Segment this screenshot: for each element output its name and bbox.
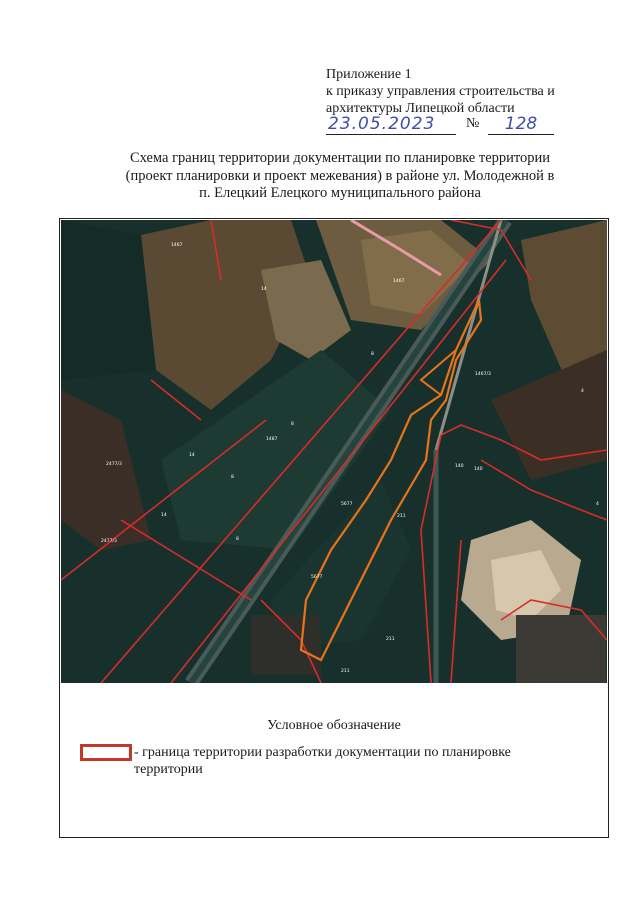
svg-text:14: 14 [261, 287, 267, 292]
appendix-line: к приказу управления строительства и [326, 84, 555, 99]
svg-text:211: 211 [341, 669, 350, 674]
svg-text:5677: 5677 [341, 502, 353, 507]
svg-text:140: 140 [474, 467, 483, 472]
svg-text:8: 8 [291, 422, 294, 427]
order-number: 128 [488, 114, 554, 135]
svg-text:8: 8 [231, 475, 234, 480]
svg-text:2477/3: 2477/3 [101, 539, 117, 544]
svg-text:8: 8 [371, 352, 374, 357]
document-title [60, 150, 620, 203]
svg-text:14: 14 [161, 513, 167, 518]
order-date: 23.05.2023 [326, 114, 456, 135]
svg-text:14: 14 [189, 453, 195, 458]
svg-text:2477/3: 2477/3 [106, 462, 122, 467]
title-line: Схема границ территории документации по планировке территории [129, 150, 551, 166]
satellite-map [61, 220, 607, 683]
svg-text:8: 8 [236, 537, 239, 542]
svg-text:4: 4 [596, 502, 599, 507]
boundary-legend-swatch [80, 744, 132, 761]
title-line: (проект планировки и проект межевания) в районе ул. Молодежной в [125, 167, 555, 184]
svg-text:4: 4 [581, 389, 584, 394]
svg-text:140: 140 [455, 464, 464, 469]
legend-title: Условное обозначение [267, 718, 401, 733]
number-sign: № [466, 116, 480, 131]
svg-text:1467/3: 1467/3 [475, 372, 491, 377]
svg-text:1467: 1467 [393, 279, 405, 284]
order-reference [326, 114, 586, 138]
svg-text:5677: 5677 [311, 575, 323, 580]
svg-text:1487: 1487 [266, 437, 278, 442]
appendix-header [326, 66, 626, 117]
svg-text:211: 211 [397, 514, 406, 519]
svg-text:211: 211 [386, 637, 395, 642]
appendix-line: архитектуры Липецкой области [326, 101, 515, 116]
legend-item-text: - граница территории разработки документации по планировке территории [134, 745, 511, 777]
title-line: п. Елецкий Елецкого муниципального района [199, 185, 481, 201]
svg-text:1467: 1467 [171, 243, 183, 248]
appendix-line: Приложение 1 [326, 67, 412, 82]
